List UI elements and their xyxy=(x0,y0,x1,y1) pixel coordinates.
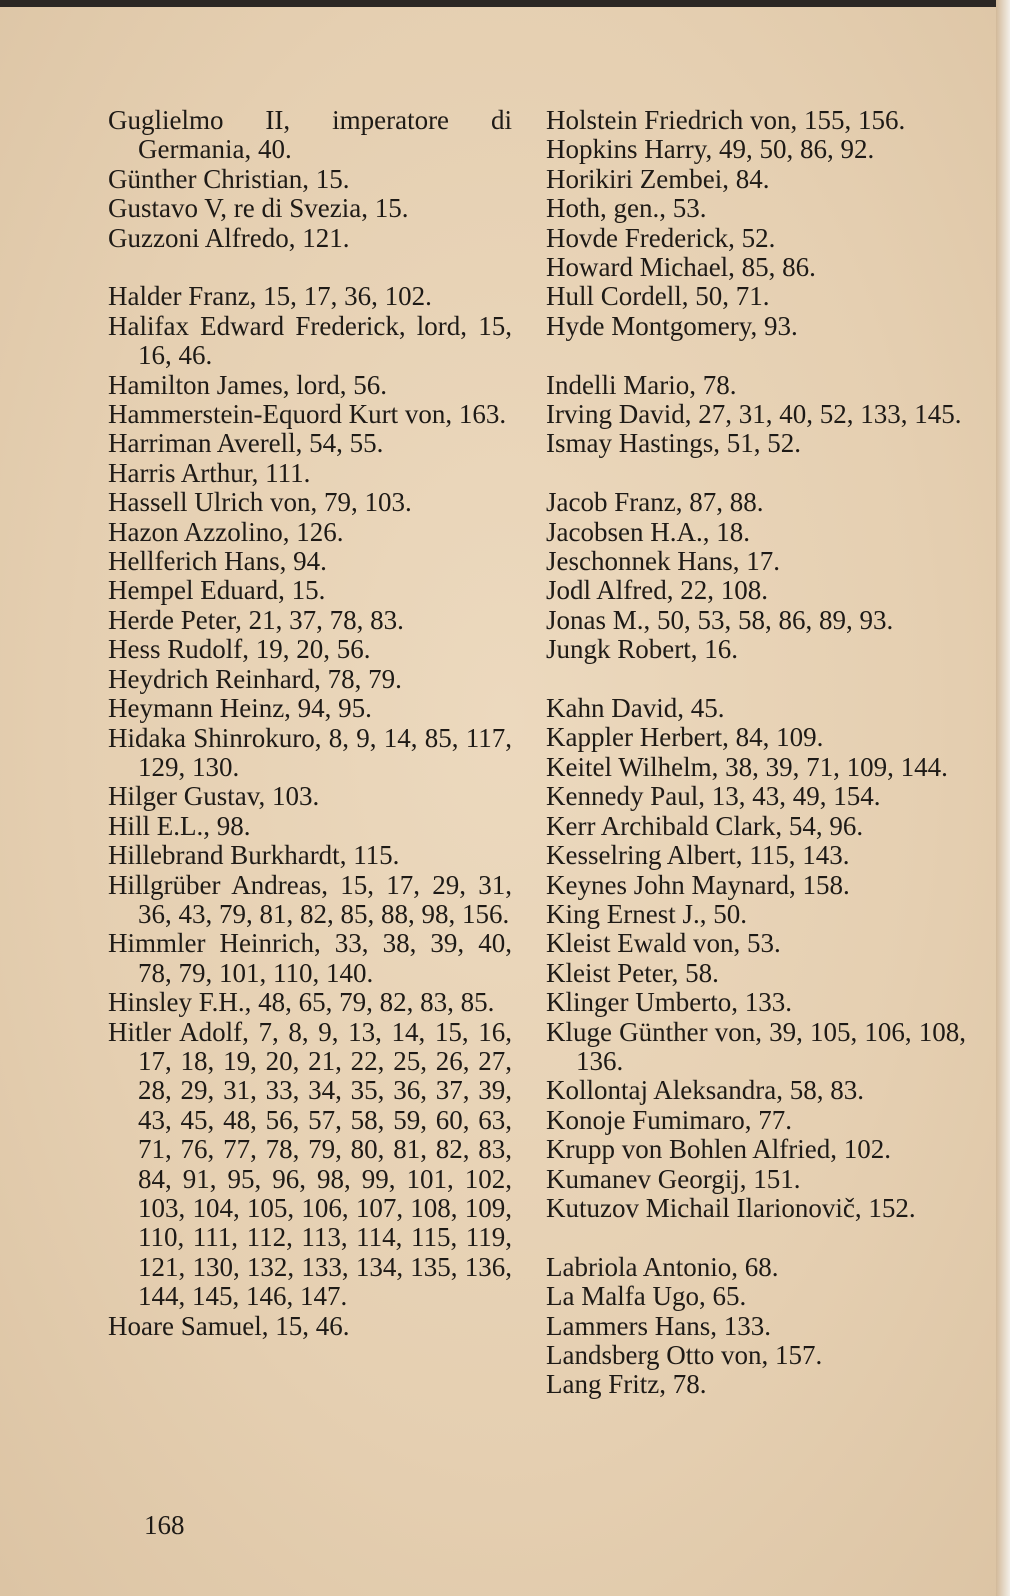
index-entry: Lang Fritz, 78. xyxy=(546,1369,707,1400)
index-entry: Labriola Antonio, 68. xyxy=(546,1251,779,1282)
index-entry: Hilger Gustav, 103. xyxy=(108,781,320,812)
index-entry: Kollontaj Aleksandra, 58, 83. xyxy=(546,1075,864,1106)
index-entry: Hammerstein-Equord Kurt von, 163. xyxy=(108,399,507,430)
index-entry: Keitel Wilhelm, 38, 39, 71, 109, 144. xyxy=(546,751,948,782)
right-page-edge xyxy=(996,0,1010,1596)
index-entry: Kappler Herbert, 84, 109. xyxy=(546,722,824,753)
index-entry: Heymann Heinz, 94, 95. xyxy=(108,693,372,724)
index-entry: Hill E.L., 98. xyxy=(108,810,251,841)
index-entry: Kleist Ewald von, 53. xyxy=(546,928,781,959)
index-entry: Hull Cordell, 50, 71. xyxy=(546,281,770,312)
index-entry: Hoth, gen., 53. xyxy=(546,193,707,224)
index-entry: Kesselring Albert, 115, 143. xyxy=(546,840,850,871)
index-entry: Hempel Eduard, 15. xyxy=(108,575,326,606)
index-entry: Hillgrüber Andreas, 15, 17, 29, 31, 36, 43, 79, 81, 82, 85, 88, 98, 156. xyxy=(108,869,512,929)
index-entry: Krupp von Bohlen Alfried, 102. xyxy=(546,1134,891,1165)
index-entry: Hess Rudolf, 19, 20, 56. xyxy=(108,634,371,665)
index-entry: Horikiri Zembei, 84. xyxy=(546,163,770,194)
index-entry: Keynes John Maynard, 158. xyxy=(546,869,850,900)
index-entry: Halifax Edward Frederick, lord, 15, 16, 46. xyxy=(108,310,512,371)
index-column-left xyxy=(108,106,512,1341)
index-entry: Gustavo V, re di Svezia, 15. xyxy=(108,193,409,224)
index-entry: Lammers Hans, 133. xyxy=(546,1310,771,1341)
index-entry: Harriman Averell, 54, 55. xyxy=(108,428,384,459)
index-entry: Jacobsen H.A., 18. xyxy=(546,516,750,547)
index-entry: Hyde Montgomery, 93. xyxy=(546,310,798,341)
index-entry: Hovde Frederick, 52. xyxy=(546,222,776,253)
index-entry: La Malfa Ugo, 65. xyxy=(546,1281,747,1312)
index-entry: Hidaka Shinrokuro, 8, 9, 14, 85, 117, 129, 130. xyxy=(108,722,512,782)
index-entry: Hitler Adolf, 7, 8, 9, 13, 14, 15, 16, 17, 18, 19, 20, 21, 22, 25, 26, 27, 28, 29, 31, 33, 34, 35, 36, 37, 39, 43, 45, 48, 56, 57, 58, 59, 60, 63, 71, 76, 77, 78, 79, 80, 81, 82, 83, 84, 91, 95, 96, 98, 99, 101, 102, 103, 104, 105, 106, 107, 108, 109, 110, 111, 112, 113, 114, 115, 119, 121, 130, 132, 133, 134, 135, 136, 144, 145, 146, 147. xyxy=(108,1016,512,1312)
index-entry: Hamilton James, lord, 56. xyxy=(108,369,387,400)
index-entry: Hassell Ulrich von, 79, 103. xyxy=(108,487,412,518)
index-entry: Halder Franz, 15, 17, 36, 102. xyxy=(108,281,432,312)
index-entry: Kleist Peter, 58. xyxy=(546,957,719,988)
index-entry: Kluge Günther von, 39, 105, 106, 108, 136. xyxy=(546,1016,966,1076)
index-entry: Himmler Heinrich, 33, 38, 39, 40, 78, 79, 101, 110, 140. xyxy=(108,928,512,988)
index-entry: Holstein Friedrich von, 155, 156. xyxy=(546,105,906,135)
index-entry: Hoare Samuel, 15, 46. xyxy=(108,1310,350,1341)
index-entry: Günther Christian, 15. xyxy=(108,163,350,194)
index-entry: Heydrich Reinhard, 78, 79. xyxy=(108,663,402,694)
index-entry: Kennedy Paul, 13, 43, 49, 154. xyxy=(546,781,881,812)
index-entry: Indelli Mario, 78. xyxy=(546,369,737,400)
index-entry: Guglielmo II, imperatore di Germania, 40. xyxy=(108,105,512,165)
index-entry: Herde Peter, 21, 37, 78, 83. xyxy=(108,604,404,635)
index-entry: Kumanev Georgij, 151. xyxy=(546,1163,801,1194)
index-entry: Kutuzov Michail Ilarionovič, 152. xyxy=(546,1192,916,1223)
index-entry: Hellferich Hans, 94. xyxy=(108,546,327,577)
index-entry: Howard Michael, 85, 86. xyxy=(546,252,816,283)
index-entry: Harris Arthur, 111. xyxy=(108,457,311,488)
index-entry: King Ernest J., 50. xyxy=(546,898,747,929)
index-entry: Jungk Robert, 16. xyxy=(546,634,738,665)
index-entry: Hillebrand Burkhardt, 115. xyxy=(108,840,400,871)
top-edge-rule xyxy=(0,0,1010,7)
index-entry: Hopkins Harry, 49, 50, 86, 92. xyxy=(546,134,875,165)
index-entry: Jeschonnek Hans, 17. xyxy=(546,546,780,577)
index-entry: Jodl Alfred, 22, 108. xyxy=(546,575,768,606)
index-entry: Landsberg Otto von, 157. xyxy=(546,1340,823,1370)
index-entry: Kerr Archibald Clark, 54, 96. xyxy=(546,810,864,841)
index-entry: Ismay Hastings, 51, 52. xyxy=(546,428,801,459)
index-entry: Jacob Franz, 87, 88. xyxy=(546,487,764,518)
index-entry: Konoje Fumimaro, 77. xyxy=(546,1104,792,1135)
index-entry: Jonas M., 50, 53, 58, 86, 89, 93. xyxy=(546,604,894,635)
index-column-right xyxy=(546,106,966,1400)
index-entry: Irving David, 27, 31, 40, 52, 133, 145. xyxy=(546,399,962,430)
index-entry: Hazon Azzolino, 126. xyxy=(108,516,344,547)
index-entry: Guzzoni Alfredo, 121. xyxy=(108,222,350,253)
index-entry: Klinger Umberto, 133. xyxy=(546,987,792,1018)
index-entry: Hinsley F.H., 48, 65, 79, 82, 83, 85. xyxy=(108,987,495,1018)
index-entry: Kahn David, 45. xyxy=(546,693,725,724)
page-number: 168 xyxy=(144,1510,185,1540)
